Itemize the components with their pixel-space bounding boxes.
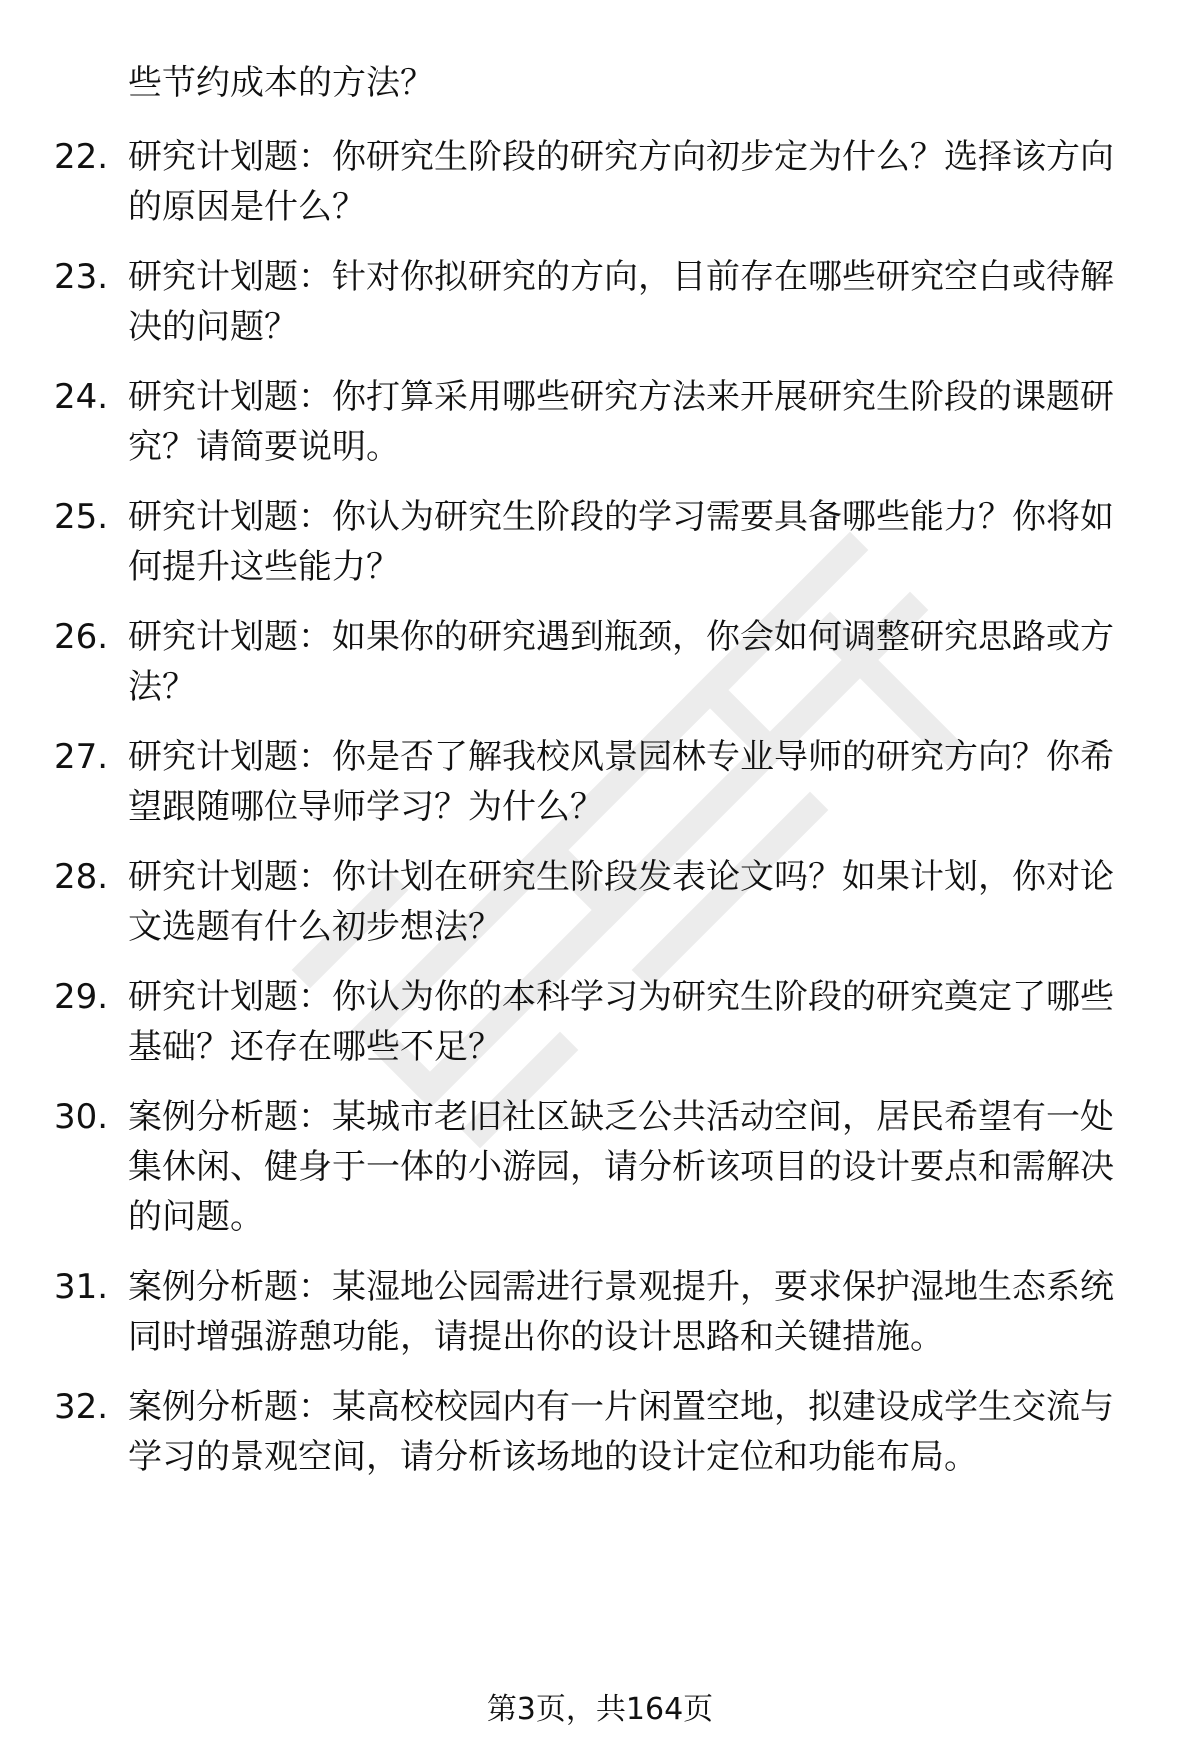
item-number: 30. xyxy=(54,1097,109,1137)
item-text: 案例分析题：某高校校园内有一片闲置空地，拟建设成学生交流与学习的景观空间，请分析该场地的设计定位和功能布局。 xyxy=(128,1387,1114,1477)
item-number: 31. xyxy=(54,1267,109,1307)
continuation-text: 些节约成本的方法？ xyxy=(128,63,434,103)
item-text: 研究计划题：你认为研究生阶段的学习需要具备哪些能力？你将如何提升这些能力？ xyxy=(128,497,1114,587)
item-number: 27. xyxy=(54,737,109,777)
item-text: 研究计划题：如果你的研究遇到瓶颈，你会如何调整研究思路或方法？ xyxy=(128,617,1114,707)
item-text: 案例分析题：某湿地公园需进行景观提升，要求保护湿地生态系统同时增强游憩功能，请提出你的设计思路和关键措施。 xyxy=(128,1267,1114,1357)
item-text: 案例分析题：某城市老旧社区缺乏公共活动空间，居民希望有一处集休闲、健身于一体的小游园，请分析该项目的设计要点和需解决的问题。 xyxy=(128,1097,1114,1237)
page-footer: 第3页，共164页 xyxy=(486,1692,714,1727)
item-text: 研究计划题：你认为你的本科学习为研究生阶段的研究奠定了哪些基础？还存在哪些不足？ xyxy=(128,977,1114,1067)
item-number: 25. xyxy=(54,497,109,537)
item-number: 24. xyxy=(54,377,109,417)
item-number: 28. xyxy=(54,857,109,897)
item-number: 23. xyxy=(54,257,109,297)
item-text: 研究计划题：你计划在研究生阶段发表论文吗？如果计划，你对论文选题有什么初步想法？ xyxy=(128,857,1114,947)
item-number: 32. xyxy=(54,1387,109,1427)
item-text: 研究计划题：你是否了解我校风景园林专业导师的研究方向？你希望跟随哪位导师学习？为什么？ xyxy=(128,737,1114,827)
item-text: 研究计划题：你研究生阶段的研究方向初步定为什么？选择该方向的原因是什么？ xyxy=(128,137,1114,227)
item-number: 29. xyxy=(54,977,109,1017)
item-number: 22. xyxy=(54,137,109,177)
item-text: 研究计划题：针对你拟研究的方向，目前存在哪些研究空白或待解决的问题？ xyxy=(128,257,1114,347)
item-text: 研究计划题：你打算采用哪些研究方法来开展研究生阶段的课题研究？请简要说明。 xyxy=(128,377,1114,467)
item-number: 26. xyxy=(54,617,109,657)
